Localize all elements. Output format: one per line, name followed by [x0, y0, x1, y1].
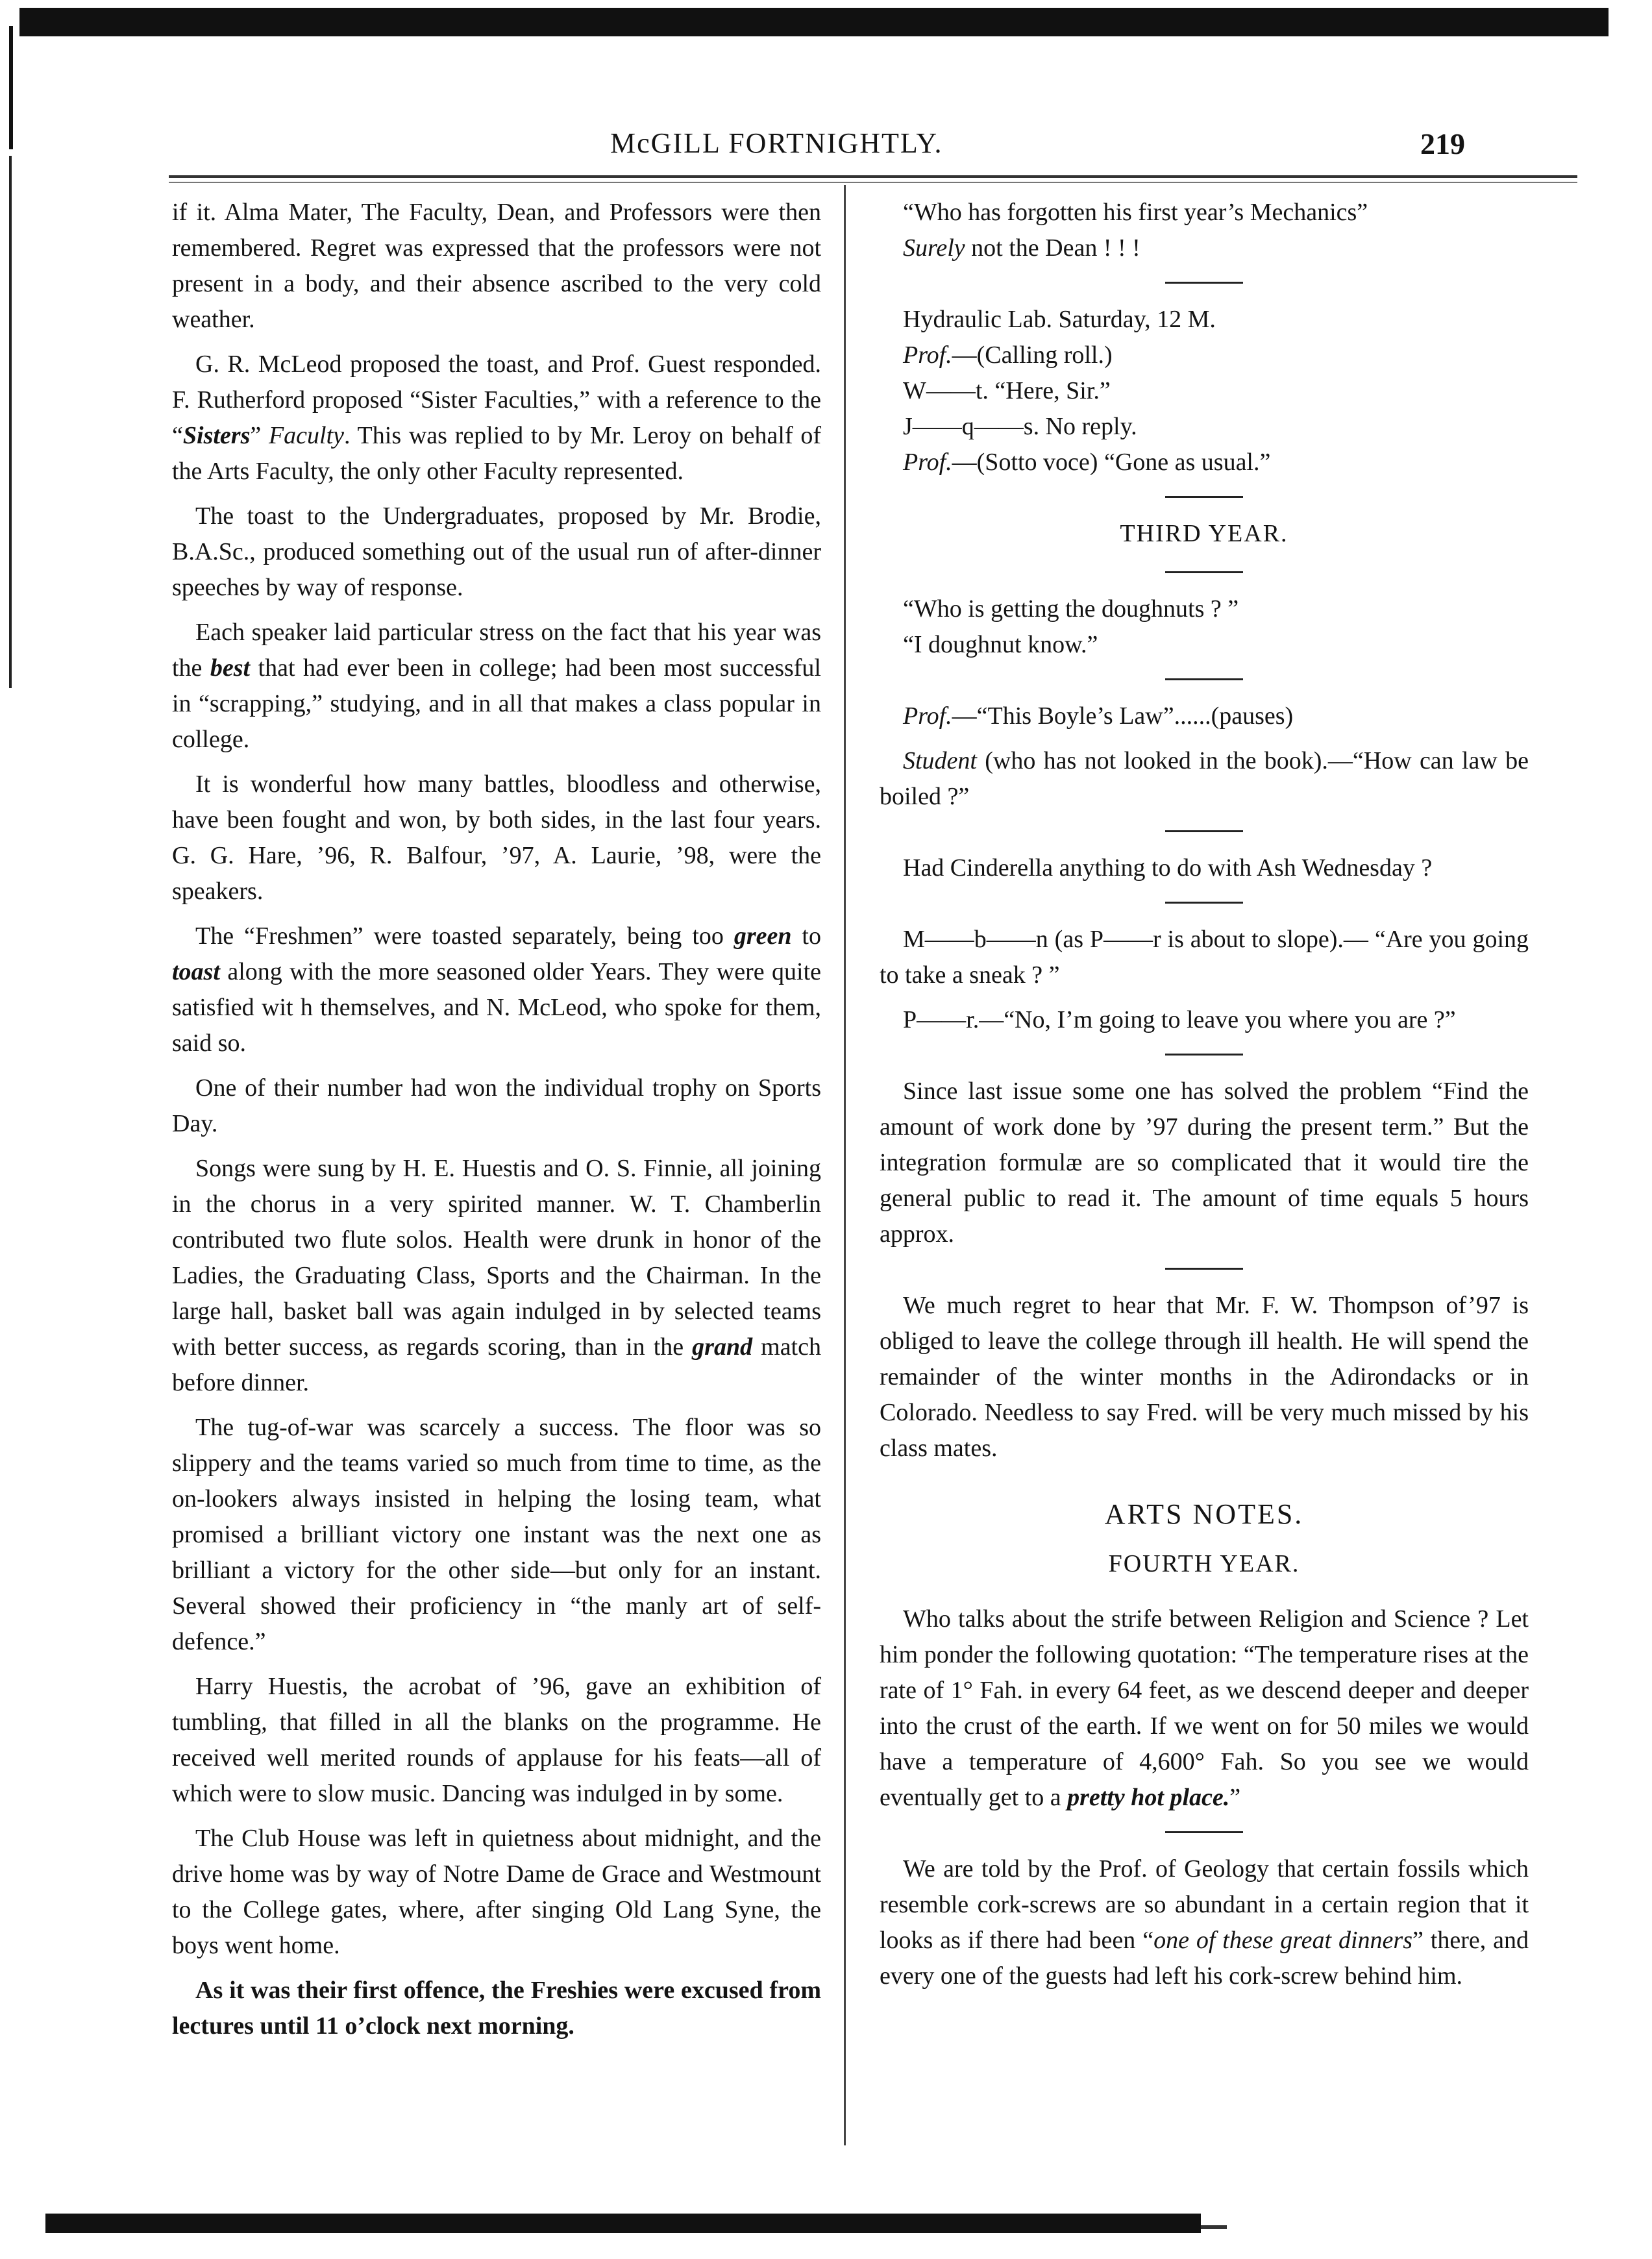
paragraph: M——b——n (as P——r is about to slope).— “Are you going to take a sneak ? ”	[880, 926, 1529, 989]
paragraph: Prof.—“This Boyle’s Law”......(pauses)	[903, 702, 1294, 730]
paragraph: The tug-of-war was scarcely a success. The floor was so slippery and the teams varied so much from time to time, as the on-lookers always insisted in helping the losing team, what promised a brilliant victory one instant was the next one as brilliant a victory for the other side—but only for an instant. Several showed their proficiency in “the manly art of self-defence.”	[172, 1414, 821, 1655]
paragraph: Each speaker laid particular stress on the fact that his year was the best that had ever been in college; had been most successful in “scrapping,” studying, and in all that makes a class popular in college.	[172, 619, 821, 753]
paragraph: It is wonderful how many battles, bloodless and otherwise, have been fought and won, by both sides, in the last four years. G. G. Hare, ’96, R. Balfour, ’97, A. Laurie, ’98, were the speakers.	[172, 771, 821, 905]
separator-rule	[1165, 902, 1243, 904]
subheading-fourth-year: FOURTH YEAR.	[1108, 1550, 1300, 1577]
quip-line: Prof.—(Calling roll.)	[903, 341, 1113, 369]
quip-line: J——q——s. No reply.	[903, 413, 1137, 440]
paragraph: The toast to the Undergraduates, proposed by Mr. Brodie, B.A.Sc., produced something out of the usual run of after-dinner speeches by way of response.	[172, 502, 821, 601]
paragraph: Songs were sung by H. E. Huestis and O. S. Finnie, all joining in the chorus in a very spirited manner. W. T. Chamberlin contributed two flute solos. Health were drunk in honor of the Ladies, the Graduating Class, Sports and the Chairman. In the large hall, basket ball was again indulged in by selected teams with better success, as regards scoring, than in the grand match before dinner.	[172, 1155, 821, 1396]
right-column	[880, 195, 1529, 2003]
separator-rule	[1165, 571, 1243, 573]
separator-rule	[1165, 830, 1243, 832]
paragraph: Student (who has not looked in the book).—“How can law be boiled ?”	[880, 747, 1529, 810]
running-header	[0, 127, 1652, 166]
paragraph: One of their number had won the individual trophy on Sports Day.	[172, 1074, 821, 1137]
separator-rule	[1165, 1268, 1243, 1270]
paragraph: We much regret to hear that Mr. F. W. Thompson of’97 is obliged to leave the college through ill health. He will spend the remainder of the winter months in the Adirondacks or in Colorado. Needless to say Fred. will be very much missed by his class mates.	[880, 1292, 1529, 1462]
separator-rule	[1165, 678, 1243, 680]
quip-line: Prof.—(Sotto voce) “Gone as usual.”	[903, 449, 1271, 476]
subheading-third-year: THIRD YEAR.	[1120, 520, 1288, 547]
paragraph: The Club House was left in quietness about midnight, and the drive home was by way of Notre Dame de Grace and Westmount to the College gates, where, after singing Old Lang Syne, the boys went home.	[172, 1825, 821, 1959]
bottom-border-tick	[1201, 2225, 1227, 2229]
column-divider	[844, 185, 846, 2145]
header-rule-thin	[169, 182, 1577, 183]
paragraph: P——r.—“No, I’m going to leave you where you are ?”	[903, 1006, 1456, 1033]
quip-line: “I doughnut know.”	[903, 631, 1098, 658]
quip-line: W——t. “Here, Sir.”	[903, 377, 1111, 404]
paragraph: Who talks about the strife between Religion and Science ? Let him ponder the following quotation: “The temperature rises at the rate of 1° Fah. in every 64 feet, as we descend deeper and deeper into the crust of the earth. If we went on for 50 miles we would have a temperature of 4,600° Fah. So you see we would eventually get to a pretty hot place.”	[880, 1605, 1529, 1811]
separator-rule	[1165, 496, 1243, 498]
paragraph: Since last issue some one has solved the problem “Find the amount of work done by ’97 during the present term.” But the integration formulæ are so complicated that it would tire the general public to read it. The amount of time equals 5 hours approx.	[880, 1078, 1529, 1248]
paragraph: Had Cinderella anything to do with Ash Wednesday ?	[903, 854, 1433, 882]
left-border-rule	[9, 156, 12, 688]
quip-line: Hydraulic Lab. Saturday, 12 M.	[903, 306, 1216, 333]
paragraph: The “Freshmen” were toasted separately, being too green to toast along with the more seasoned older Years. They were quite satisfied wit h themselves, and N. McLeod, who spoke for them, said so.	[172, 922, 821, 1057]
separator-rule	[1165, 1831, 1243, 1833]
section-heading-arts-notes: ARTS NOTES.	[1104, 1498, 1304, 1530]
bottom-border-bar	[45, 2214, 1201, 2233]
left-column	[172, 195, 821, 2053]
paragraph: As it was their first offence, the Freshies were excused from lectures until 11 o’clock next morning.	[172, 1977, 821, 2040]
quip-line: “Who is getting the doughnuts ? ”	[903, 595, 1239, 623]
quip-line: “Who has forgotten his first year’s Mechanics”	[903, 199, 1368, 226]
top-border-bar	[19, 8, 1609, 36]
page-number: 219	[1420, 127, 1465, 160]
paragraph: We are told by the Prof. of Geology that certain fossils which resemble cork-screws are so abundant in a certain region that it looks as if there had been “one of these great dinners” there, and every one of the guests had left his cork-screw behind him.	[880, 1855, 1529, 1990]
journal-title: McGILL FORTNIGHTLY.	[610, 127, 943, 159]
separator-rule	[1165, 282, 1243, 284]
separator-rule	[1165, 1054, 1243, 1055]
paragraph: G. R. McLeod proposed the toast, and Prof. Guest responded. F. Rutherford proposed “Sister Faculties,” with a reference to the “Sisters” Faculty. This was replied to by Mr. Leroy on behalf of the Arts Faculty, the only other Faculty represented.	[172, 351, 821, 485]
header-rule	[169, 175, 1577, 178]
quip-line: Surely not the Dean ! ! !	[903, 234, 1140, 262]
paragraph: Harry Huestis, the acrobat of ’96, gave an exhibition of tumbling, that filled in all the blanks on the programme. He received well merited rounds of applause for his feats—all of which were to slow music. Dancing was indulged in by some.	[172, 1673, 821, 1807]
paragraph: if it. Alma Mater, The Faculty, Dean, and Professors were then remembered. Regret was expressed that the professors were not present in a body, and their absence ascribed to the very cold weather.	[172, 199, 821, 333]
